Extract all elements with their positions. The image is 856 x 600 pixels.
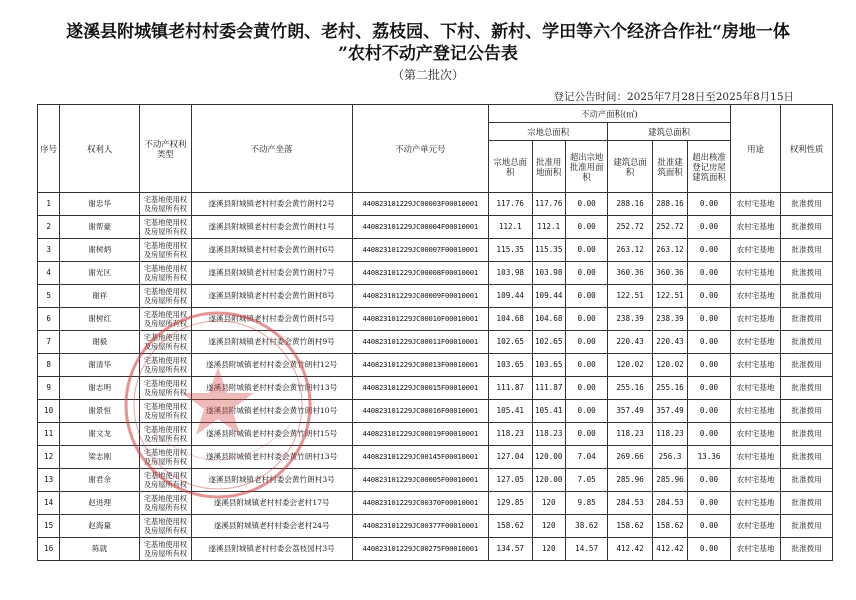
row-land-approved: 120.00 [532,446,565,469]
row-land-area: 103.98 [489,262,532,285]
row-owner: 谢志明 [60,377,140,400]
row-seq: 6 [38,308,60,331]
row-usage: 农村宅基地 [730,423,781,446]
row-land-approved: 102.65 [532,331,565,354]
table-row [38,354,833,377]
row-building-area: 255.16 [608,377,652,400]
row-owner: 梁志刚 [60,446,140,469]
row-building-area: 269.66 [608,446,652,469]
row-location: 遂溪县附城镇老村村委会黄竹朗村9号 [191,331,352,354]
row-right-nature: 批准拨用 [781,262,833,285]
row-unit-no: 440823101229JC00007F00010001 [352,239,489,262]
row-right-type: 宅基地使用权及房屋所有权 [140,262,192,285]
row-land-excess: 9.85 [565,492,607,515]
row-unit-no: 440823101229JC00011F00010001 [352,331,489,354]
row-building-excess: 0.00 [688,400,731,423]
row-right-type: 宅基地使用权及房屋所有权 [140,377,192,400]
row-owner: 陈就 [60,538,140,561]
row-land-excess: 0.00 [565,239,607,262]
row-land-area: 134.57 [489,538,532,561]
row-building-area: 412.42 [608,538,652,561]
row-seq: 11 [38,423,60,446]
row-unit-no: 440823101229JC00005F00010001 [352,469,489,492]
row-location: 遂溪县附城镇老村村委会黄竹朗村3号 [191,469,352,492]
row-land-approved: 120.00 [532,469,565,492]
row-location: 遂溪县附城镇老村村委会黄竹朗村13号 [191,377,352,400]
row-unit-no: 440823101229JC00010F00010001 [352,308,489,331]
row-location: 遂溪县附城镇老村村委会荔枝园村3号 [191,538,352,561]
row-land-area: 158.62 [489,515,532,538]
row-land-approved: 118.23 [532,423,565,446]
row-building-excess: 0.00 [688,285,731,308]
page-title-line-1: 遂溪县附城镇老村村委会黄竹朗、老村、荔枝园、下村、新村、学田等六个经济合作社“房地一体 [66,22,790,42]
row-usage: 农村宅基地 [730,193,781,216]
row-land-excess: 0.00 [565,423,607,446]
header-land-excess: 超出宗地批准用面积 [565,141,607,193]
header-building-area: 建筑总面积 [608,141,652,193]
row-land-excess: 0.00 [565,216,607,239]
row-right-nature: 批准拨用 [781,492,833,515]
row-owner: 赵海量 [60,515,140,538]
row-right-nature: 批准拨用 [781,308,833,331]
row-land-area: 102.65 [489,331,532,354]
row-location: 遂溪县附城镇老村村委会黄竹朗村12号 [191,354,352,377]
row-land-excess: 0.00 [565,354,607,377]
row-usage: 农村宅基地 [730,400,781,423]
row-seq: 9 [38,377,60,400]
row-land-area: 129.85 [489,492,532,515]
row-seq: 7 [38,331,60,354]
row-unit-no: 440823101229JC00377F00010001 [352,515,489,538]
header-land-area: 宗地总面积 [489,141,532,193]
row-right-type: 宅基地使用权及房屋所有权 [140,515,192,538]
row-building-approved: 238.39 [652,308,687,331]
row-building-area: 357.49 [608,400,652,423]
row-location: 遂溪县附城镇老村村委会黄竹朗村2号 [191,193,352,216]
row-right-nature: 批准拨用 [781,285,833,308]
header-right-type: 不动产权利类型 [140,105,192,193]
row-owner: 谢景恒 [60,400,140,423]
row-land-area: 115.35 [489,239,532,262]
row-building-excess: 0.00 [688,423,731,446]
row-land-area: 127.05 [489,469,532,492]
row-seq: 5 [38,285,60,308]
row-land-area: 105.41 [489,400,532,423]
row-building-approved: 357.49 [652,400,687,423]
row-owner: 谢祥 [60,285,140,308]
row-land-approved: 117.76 [532,193,565,216]
header-seq: 序号 [38,105,60,193]
table-row [38,262,833,285]
header-land-area-group: 宗地总面积 [489,123,608,141]
row-building-excess: 0.00 [688,469,731,492]
row-land-approved: 112.1 [532,216,565,239]
row-right-nature: 批准拨用 [781,469,833,492]
table-row [38,446,833,469]
row-building-area: 158.62 [608,515,652,538]
row-owner: 谢清华 [60,354,140,377]
row-right-nature: 批准拨用 [781,423,833,446]
row-land-approved: 103.65 [532,354,565,377]
batch-subtitle: （第二批次） [391,68,464,82]
row-right-nature: 批准拨用 [781,216,833,239]
row-building-excess: 0.00 [688,377,731,400]
row-building-approved: 263.12 [652,239,687,262]
row-usage: 农村宅基地 [730,515,781,538]
row-building-approved: 288.16 [652,193,687,216]
row-usage: 农村宅基地 [730,285,781,308]
header-right-nature: 权利性质 [781,105,833,193]
row-land-approved: 104.68 [532,308,565,331]
row-right-type: 宅基地使用权及房屋所有权 [140,538,192,561]
row-location: 遂溪县附城镇老村村委会黄竹朗村8号 [191,285,352,308]
row-seq: 8 [38,354,60,377]
row-land-approved: 103.98 [532,262,565,285]
row-right-type: 宅基地使用权及房屋所有权 [140,492,192,515]
row-seq: 16 [38,538,60,561]
row-usage: 农村宅基地 [730,377,781,400]
row-seq: 13 [38,469,60,492]
table-row [38,193,833,216]
table-row [38,469,833,492]
row-building-excess: 0.00 [688,515,731,538]
row-usage: 农村宅基地 [730,446,781,469]
row-building-approved: 284.53 [652,492,687,515]
page-title-line-2: ”农村不动产登记公告表 [338,44,518,64]
row-location: 遂溪县附城镇老村村委会老村24号 [191,515,352,538]
row-right-nature: 批准拨用 [781,515,833,538]
row-building-approved: 255.16 [652,377,687,400]
row-unit-no: 440823101229JC00019F00010001 [352,423,489,446]
row-building-area: 238.39 [608,308,652,331]
row-building-excess: 0.00 [688,262,731,285]
row-land-excess: 0.00 [565,308,607,331]
row-location: 遂溪县附城镇老村村委会黄竹朗村1号 [191,216,352,239]
row-location: 遂溪县附城镇老村村委会老村17号 [191,492,352,515]
row-right-type: 宅基地使用权及房屋所有权 [140,423,192,446]
table-row [38,377,833,400]
row-building-excess: 0.00 [688,492,731,515]
row-right-type: 宅基地使用权及房屋所有权 [140,285,192,308]
row-right-nature: 批准拨用 [781,331,833,354]
row-location: 遂溪县附城镇老村村委会黄竹朗村15号 [191,423,352,446]
row-land-excess: 7.04 [565,446,607,469]
row-building-approved: 158.62 [652,515,687,538]
row-owner: 谢毅 [60,331,140,354]
row-land-approved: 120 [532,515,565,538]
table-row [38,331,833,354]
row-right-type: 宅基地使用权及房屋所有权 [140,354,192,377]
row-seq: 12 [38,446,60,469]
row-land-approved: 111.87 [532,377,565,400]
header-land-approved: 批准用地面积 [532,141,565,193]
header-building-excess: 超出核准登记房屋建筑面积 [688,141,731,193]
row-unit-no: 440823101229JC00009F00010001 [352,285,489,308]
row-land-excess: 0.00 [565,377,607,400]
row-owner: 谢文龙 [60,423,140,446]
row-seq: 15 [38,515,60,538]
row-land-area: 127.04 [489,446,532,469]
row-usage: 农村宅基地 [730,538,781,561]
table-row [38,308,833,331]
row-seq: 14 [38,492,60,515]
row-building-area: 122.51 [608,285,652,308]
header-building-area-group: 建筑总面积 [608,123,730,141]
table-row [38,423,833,446]
row-building-excess: 0.00 [688,331,731,354]
row-seq: 10 [38,400,60,423]
row-building-area: 120.02 [608,354,652,377]
row-right-type: 宅基地使用权及房屋所有权 [140,469,192,492]
row-land-excess: 0.00 [565,331,607,354]
row-right-type: 宅基地使用权及房屋所有权 [140,308,192,331]
row-building-approved: 412.42 [652,538,687,561]
row-building-area: 118.23 [608,423,652,446]
row-land-approved: 120 [532,538,565,561]
row-building-approved: 252.72 [652,216,687,239]
row-location: 遂溪县附城镇老村村委会黄竹朗村10号 [191,400,352,423]
row-right-nature: 批准拨用 [781,377,833,400]
row-land-area: 103.65 [489,354,532,377]
row-owner: 谢帮豪 [60,216,140,239]
row-right-nature: 批准拨用 [781,354,833,377]
row-building-excess: 0.00 [688,239,731,262]
row-building-approved: 360.36 [652,262,687,285]
row-land-excess: 7.05 [565,469,607,492]
row-land-area: 111.87 [489,377,532,400]
table-row [38,216,833,239]
announcement-period: 登记公告时间：2025年7月28日至2025年8月15日 [553,91,794,103]
row-location: 遂溪县附城镇老村村委会黄竹朗村5号 [191,308,352,331]
row-owner: 谢君余 [60,469,140,492]
row-land-excess: 38.62 [565,515,607,538]
row-unit-no: 440823101229JC00004F00010001 [352,216,489,239]
row-land-excess: 14.57 [565,538,607,561]
header-area-group: 不动产面积(㎡) [489,105,731,123]
row-land-approved: 120 [532,492,565,515]
row-land-approved: 115.35 [532,239,565,262]
row-right-nature: 批准拨用 [781,239,833,262]
row-building-excess: 0.00 [688,354,731,377]
row-building-excess: 0.00 [688,308,731,331]
row-usage: 农村宅基地 [730,469,781,492]
row-land-approved: 109.44 [532,285,565,308]
row-building-excess: 0.00 [688,538,731,561]
row-unit-no: 440823101229JC00008F00010001 [352,262,489,285]
row-building-approved: 118.23 [652,423,687,446]
row-right-type: 宅基地使用权及房屋所有权 [140,239,192,262]
table-row [38,239,833,262]
row-seq: 2 [38,216,60,239]
row-location: 遂溪县附城镇老村村委会黄竹朗村7号 [191,262,352,285]
row-right-nature: 批准拨用 [781,538,833,561]
table-row [38,515,833,538]
row-owner: 谢树炳 [60,239,140,262]
row-seq: 3 [38,239,60,262]
row-unit-no: 440823101229JC00145F00010001 [352,446,489,469]
row-land-area: 112.1 [489,216,532,239]
header-location: 不动产坐落 [191,105,352,193]
row-right-nature: 批准拨用 [781,446,833,469]
row-right-type: 宅基地使用权及房屋所有权 [140,193,192,216]
table-row [38,285,833,308]
row-land-excess: 0.00 [565,285,607,308]
row-usage: 农村宅基地 [730,239,781,262]
table-row [38,538,833,561]
row-owner: 赵进理 [60,492,140,515]
row-right-nature: 批准拨用 [781,193,833,216]
row-owner: 谢树红 [60,308,140,331]
row-unit-no: 440823101229JC00370F00010001 [352,492,489,515]
row-building-area: 263.12 [608,239,652,262]
row-seq: 4 [38,262,60,285]
row-building-area: 252.72 [608,216,652,239]
row-land-excess: 0.00 [565,193,607,216]
row-unit-no: 440823101229JC00013F00010001 [352,354,489,377]
row-usage: 农村宅基地 [730,354,781,377]
row-land-area: 118.23 [489,423,532,446]
row-building-approved: 256.3 [652,446,687,469]
row-right-type: 宅基地使用权及房屋所有权 [140,400,192,423]
registration-table [37,104,833,561]
row-location: 遂溪县附城镇老村村委会黄竹朗村6号 [191,239,352,262]
row-land-excess: 0.00 [565,400,607,423]
header-usage: 用途 [730,105,781,193]
row-land-excess: 0.00 [565,262,607,285]
row-right-type: 宅基地使用权及房屋所有权 [140,331,192,354]
row-building-area: 220.43 [608,331,652,354]
header-owner: 权利人 [60,105,140,193]
row-unit-no: 440823101229JC00015F00010001 [352,377,489,400]
row-building-approved: 120.02 [652,354,687,377]
row-land-area: 117.76 [489,193,532,216]
row-building-approved: 285.96 [652,469,687,492]
row-land-area: 109.44 [489,285,532,308]
row-owner: 谢忠华 [60,193,140,216]
header-building-approved: 批准建筑面积 [652,141,687,193]
row-right-nature: 批准拨用 [781,400,833,423]
row-building-approved: 220.43 [652,331,687,354]
row-building-approved: 122.51 [652,285,687,308]
row-land-area: 104.68 [489,308,532,331]
row-usage: 农村宅基地 [730,216,781,239]
row-unit-no: 440823101229JC00275F00010001 [352,538,489,561]
row-land-approved: 105.41 [532,400,565,423]
row-usage: 农村宅基地 [730,308,781,331]
row-building-excess: 0.00 [688,216,731,239]
table-row [38,492,833,515]
row-right-type: 宅基地使用权及房屋所有权 [140,216,192,239]
row-building-area: 284.53 [608,492,652,515]
row-building-area: 285.96 [608,469,652,492]
row-building-excess: 13.36 [688,446,731,469]
row-building-area: 360.36 [608,262,652,285]
row-usage: 农村宅基地 [730,492,781,515]
table-body [38,193,833,561]
row-owner: 谢光区 [60,262,140,285]
row-location: 遂溪县附城镇老村村委会黄竹朗村13号 [191,446,352,469]
row-building-excess: 0.00 [688,193,731,216]
row-unit-no: 440823101229JC00003F00010001 [352,193,489,216]
row-seq: 1 [38,193,60,216]
row-usage: 农村宅基地 [730,262,781,285]
row-unit-no: 440823101229JC00016F00010001 [352,400,489,423]
header-unit-no: 不动产单元号 [352,105,489,193]
row-usage: 农村宅基地 [730,331,781,354]
row-building-area: 288.16 [608,193,652,216]
table-row [38,400,833,423]
row-right-type: 宅基地使用权及房屋所有权 [140,446,192,469]
